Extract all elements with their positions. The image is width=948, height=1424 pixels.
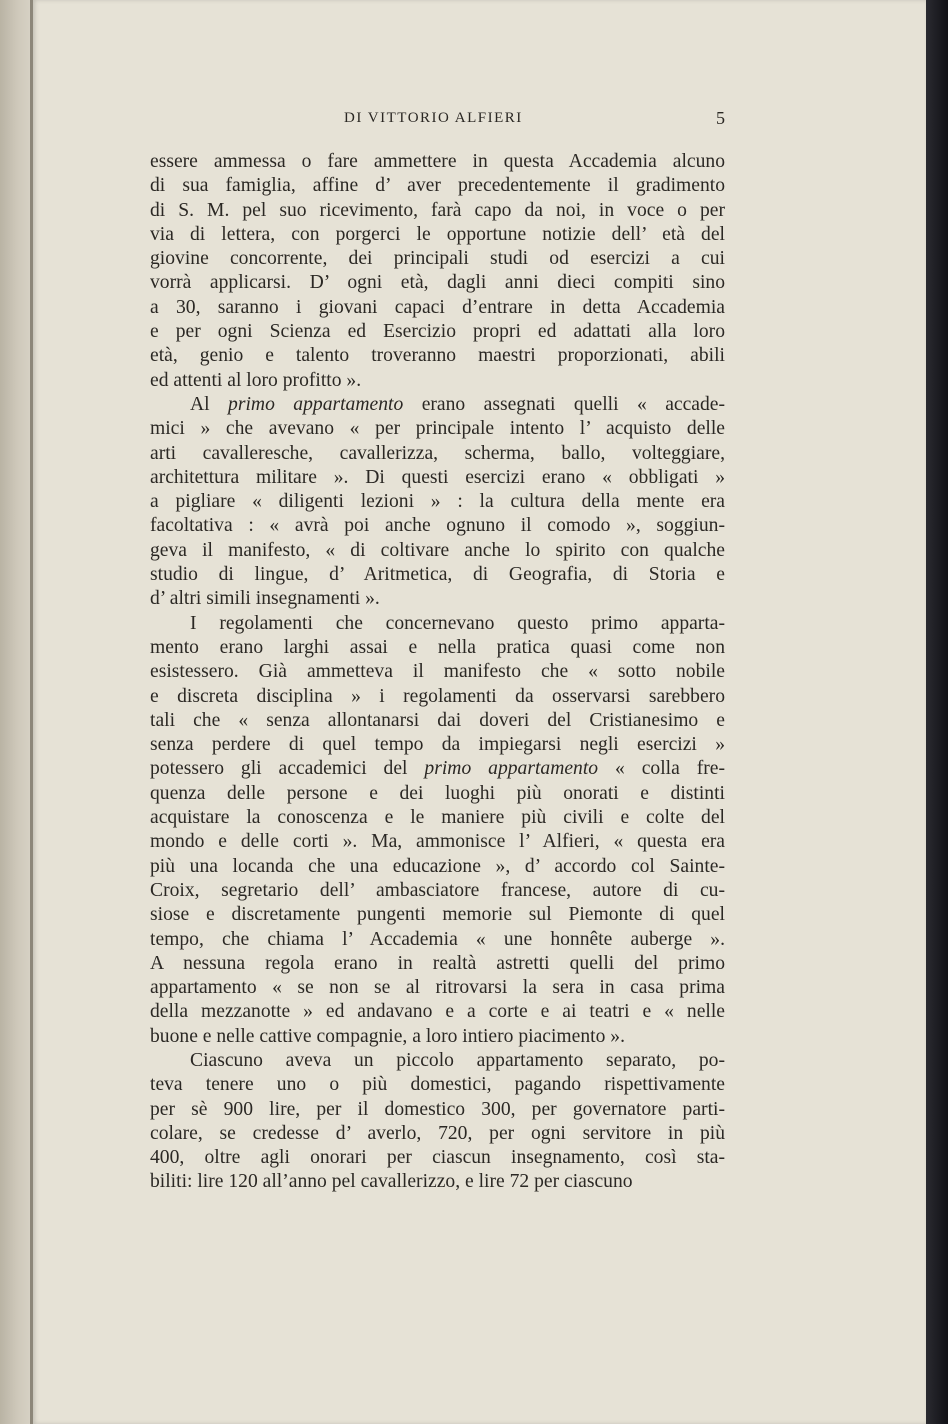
body-text <box>150 150 725 1195</box>
book-page <box>33 0 926 1424</box>
paragraph <box>150 1049 725 1195</box>
text-line: esistessero. Già ammetteva il manifesto che « sotto nobile <box>150 661 725 683</box>
text-line: arti cavalleresche, cavallerizza, scherma, ballo, volteggiare, <box>150 442 725 464</box>
text-line: via di lettera, con porgerci le opportune notizie dell’ età del <box>150 223 725 245</box>
text-line: tali che « senza allontanarsi dai doveri del Cristianesimo e <box>150 709 725 731</box>
text-line: tempo, che chiama l’ Accademia « une honnête auberge ». <box>150 928 725 950</box>
text-line: acquistare la conoscenza e le maniere più civili e colte del <box>150 807 725 829</box>
text-line: colare, se credesse d’ averlo, 720, per ogni servitore in più <box>150 1122 725 1144</box>
text-line: mento erano larghi assai e nella pratica quasi come non <box>150 636 725 658</box>
paragraph <box>150 150 725 393</box>
text-line: mondo e delle corti ». Ma, ammonisce l’ Alfieri, « questa era <box>150 831 725 853</box>
text-line: a 30, saranno i giovani capaci d’entrare in detta Accademia <box>150 296 725 318</box>
text-line: A nessuna regola erano in realtà astretti quelli del primo <box>150 952 725 974</box>
text-line: mici » che avevano « per principale intento l’ acquisto delle <box>150 418 725 440</box>
scan-background-edge <box>926 0 948 1424</box>
text-line: 400, oltre agli onorari per ciascun insegnamento, così sta- <box>150 1147 725 1169</box>
text-line: senza perdere di quel tempo da impiegarsi negli esercizi » <box>150 734 725 756</box>
text-line: facoltativa : « avrà poi anche ognuno il comodo », soggiun- <box>150 515 725 537</box>
text-line: biliti: lire 120 all’anno pel cavallerizzo, e lire 72 per ciascuno <box>150 1171 633 1193</box>
text-line: e per ogni Scienza ed Esercizio propri ed adattati alla loro <box>150 321 725 343</box>
text-line: geva il manifesto, « di coltivare anche lo spirito con qualche <box>150 539 725 561</box>
text-line: di S. M. pel suo ricevimento, farà capo da noi, in voce o per <box>150 199 725 221</box>
text-line: di sua famiglia, affine d’ aver precedentemente il gradimento <box>150 175 725 197</box>
text-line: vorrà applicarsi. D’ ogni età, dagli anni dieci compiti sino <box>150 272 725 294</box>
text-line: d’ altri simili insegnamenti ». <box>150 588 380 610</box>
text-line: più una locanda che una educazione », d’ accordo col Sainte- <box>150 855 725 877</box>
text-line: Croix, segretario dell’ ambasciatore francese, autore di cu- <box>150 879 725 901</box>
text-line: potessero gli accademici del primo appartamento « colla fre- <box>150 758 725 780</box>
text-line: a pigliare « diligenti lezioni » : la cultura della mente era <box>150 491 725 513</box>
text-line: essere ammessa o fare ammettere in questa Accademia alcuno <box>150 151 725 172</box>
text-line: architettura militare ». Di questi esercizi erano « obbligati » <box>150 466 725 488</box>
facing-page-edge <box>0 0 30 1424</box>
text-line: teva tenere uno o più domestici, pagando rispettivamente <box>150 1074 725 1096</box>
paragraph <box>150 393 725 612</box>
text-line: Al primo appartamento erano assegnati quelli « accade- <box>190 393 725 415</box>
text-line: e discreta disciplina » i regolamenti da osservarsi sarebbero <box>150 685 725 707</box>
text-line: quenza delle persone e dei luoghi più onorati e distinti <box>150 782 725 804</box>
text-line: per sè 900 lire, per il domestico 300, per governatore parti- <box>150 1098 725 1120</box>
running-head-title: DI VITTORIO ALFIERI <box>344 110 523 126</box>
text-line: ed attenti al loro profitto ». <box>150 369 362 391</box>
text-line: giovine concorrente, dei principali studi od esercizi a cui <box>150 248 725 270</box>
paragraph <box>150 612 725 1049</box>
text-line: buone e nelle cattive compagnie, a loro intiero piacimento ». <box>150 1025 625 1047</box>
text-line: I regolamenti che concernevano questo primo apparta- <box>190 612 725 634</box>
text-line: appartamento « se non se al ritrovarsi la sera in casa prima <box>150 977 725 999</box>
text-line: della mezzanotte » ed andavano e a corte e ai teatri e « nelle <box>150 1001 725 1023</box>
text-line: età, genio e talento troveranno maestri proporzionati, abili <box>150 345 725 367</box>
text-line: Ciascuno aveva un piccolo appartamento separato, po- <box>190 1049 725 1071</box>
page-number: 5 <box>716 108 725 128</box>
text-line: studio di lingue, d’ Aritmetica, di Geografia, di Storia e <box>150 564 725 586</box>
text-line: siose e discretamente pungenti memorie sul Piemonte di quel <box>150 904 725 926</box>
